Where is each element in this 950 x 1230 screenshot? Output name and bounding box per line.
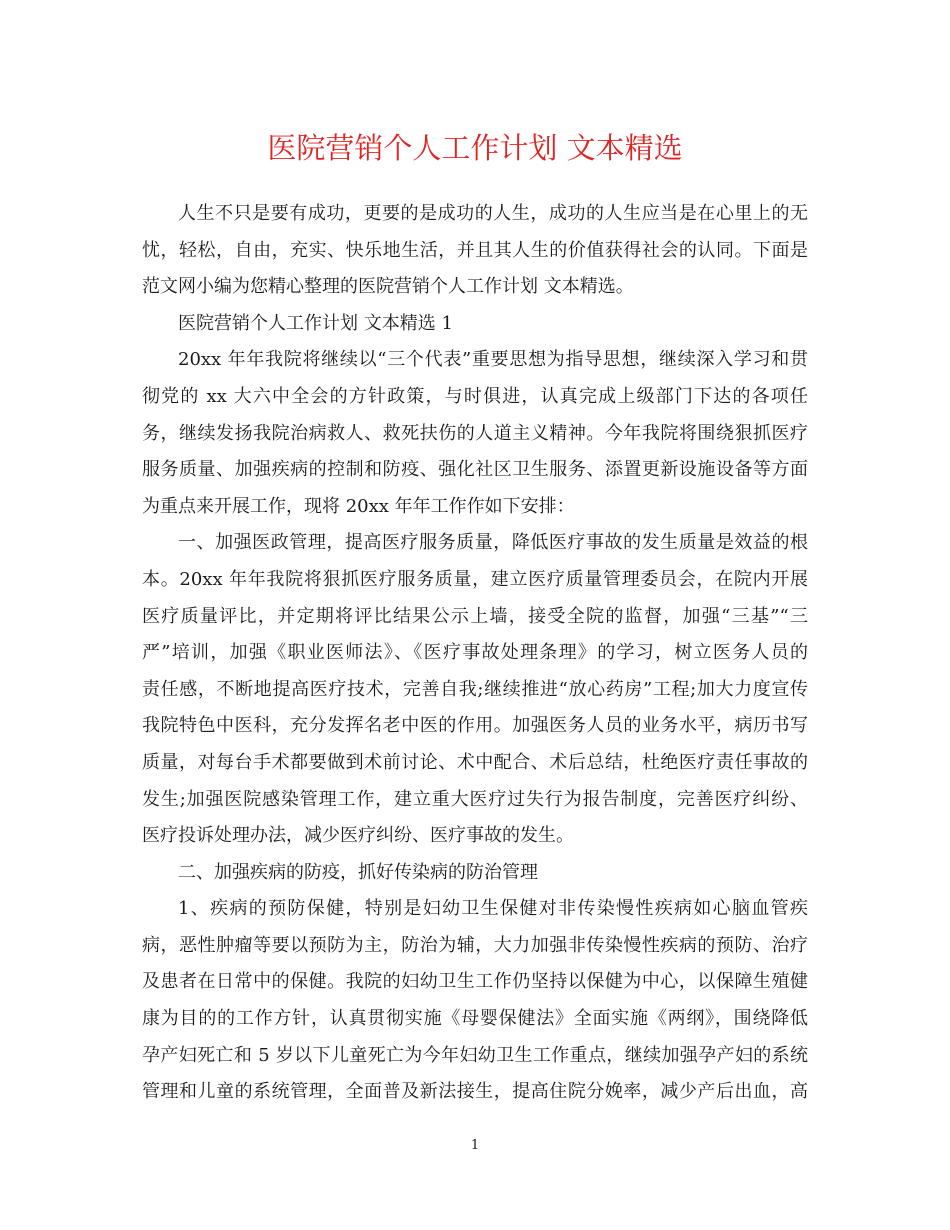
paragraph-line: 一、加强医政管理，提高医疗服务质量，降低医疗事故的发生质量是效益的根 xyxy=(178,532,808,554)
paragraph-line: 医疗投诉处理办法，减少医疗纠纷、医疗事故的发生。 xyxy=(142,825,574,847)
paragraph-line: 忧，轻松，自由，充实、快乐地生活，并且其人生的价值获得社会的认同。下面是 xyxy=(142,239,808,261)
section-heading: 二、加强疾病的防疫，抓好传染病的防治管理 xyxy=(178,861,538,883)
paragraph-line: 病，恶性肿瘤等要以预防为主，防治为辅，大力加强非传染慢性疾病的预防、治疗 xyxy=(142,934,808,956)
paragraph-line: 责任感，不断地提高医疗技术，完善自我;继续推进“放心药房”工程;加大力度宣传 xyxy=(142,678,808,700)
paragraph-line: 康为目的的工作方针，认真贯彻实施《母婴保健法》全面实施《两纲》，围绕降低 xyxy=(142,1008,808,1030)
document-title: 医院营销个人工作计划 文本精选 xyxy=(267,131,683,165)
paragraph-line: 及患者在日常中的保健。我院的妇幼卫生工作仍坚持以保健为中心，以保障生殖健 xyxy=(142,971,808,993)
paragraph-line: 范文网小编为您精心整理的医院营销个人工作计划 文本精选。 xyxy=(142,276,634,298)
paragraph-line: 质量，对每台手术都要做到术前讨论、术中配合、术后总结，杜绝医疗责任事故的 xyxy=(142,751,808,773)
paragraph-line: 管理和儿童的系统管理，全面普及新法接生，提高住院分娩率，减少产后出血，高 xyxy=(142,1081,808,1103)
paragraph-line: 孕产妇死亡和 5 岁以下儿童死亡为今年妇幼卫生工作重点，继续加强孕产妇的系统 xyxy=(142,1044,808,1066)
paragraph-line: 人生不只是要有成功，更要的是成功的人生，成功的人生应当是在心里上的无 xyxy=(178,203,808,224)
paragraph-line: 服务质量、加强疾病的控制和防疫、强化社区卫生服务、添置更新设施设备等方面 xyxy=(142,459,808,481)
paragraph-line: 本。20xx 年年我院将狠抓医疗服务质量，建立医疗质量管理委员会，在院内开展 xyxy=(142,568,808,590)
paragraph-line: 医疗质量评比，并定期将评比结果公示上墙，接受全院的监督，加强“三基”“三 xyxy=(142,605,808,627)
page-number: 1 xyxy=(470,1138,480,1153)
paragraph-line: 我院特色中医科，充分发挥名老中医的作用。加强医务人员的业务水平，病历书写 xyxy=(142,715,808,737)
paragraph-line: 20xx 年年我院将继续以“三个代表”重要思想为指导思想，继续深入学习和贯 xyxy=(178,349,808,371)
paragraph-line: 务，继续发扬我院治病救人、救死扶伤的人道主义精神。今年我院将围绕狠抓医疗 xyxy=(142,422,808,444)
section-heading: 医院营销个人工作计划 文本精选 1 xyxy=(178,312,453,334)
paragraph-line: 为重点来开展工作，现将 20xx 年年工作作如下安排： xyxy=(142,495,575,517)
paragraph-line: 发生;加强医院感染管理工作，建立重大医疗过失行为报告制度，完善医疗纠纷、 xyxy=(142,788,808,810)
paragraph-line: 彻党的 xx 大六中全会的方针政策，与时俱进，认真完成上级部门下达的各项任 xyxy=(142,385,808,407)
document-body xyxy=(142,196,808,1111)
paragraph-line: 严”培训，加强《职业医师法》、《医疗事故处理条理》的学习，树立医务人员的 xyxy=(142,642,808,664)
paragraph-line: 1、疾病的预防保健，特别是妇幼卫生保健对非传染慢性疾病如心脑血管疾 xyxy=(178,898,808,920)
